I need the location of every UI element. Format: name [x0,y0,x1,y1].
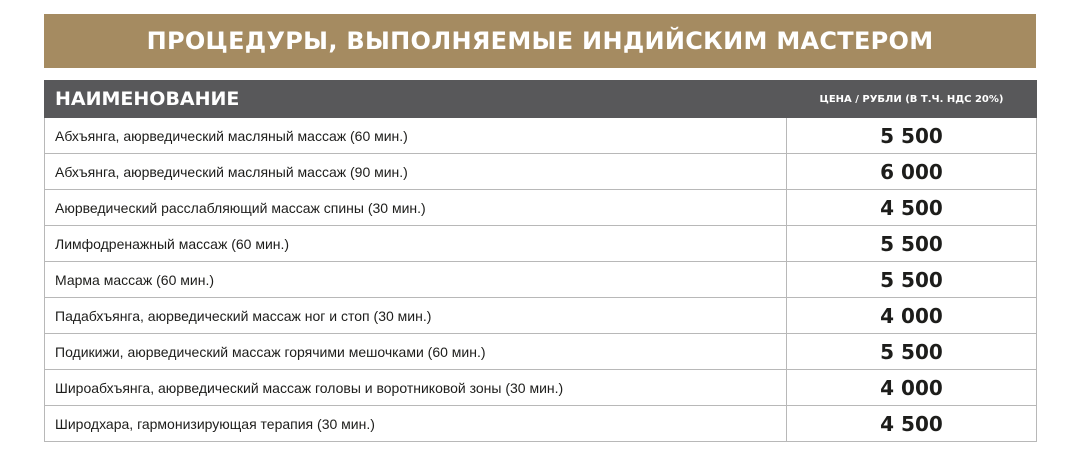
column-header-price: ЦЕНА / РУБЛИ (В Т.Ч. НДС 20%) [787,81,1037,118]
procedure-name: Марма массаж (60 мин.) [45,262,787,298]
table-row [45,334,1037,370]
table-row [45,406,1037,442]
table-header-row [45,81,1037,118]
procedure-name: Абхъянга, аюрведический масляный массаж (90 мин.) [45,154,787,190]
procedure-price: 5 500 [787,262,1037,298]
procedure-name: Аюрведический расслабляющий массаж спины (30 мин.) [45,190,787,226]
procedure-name: Широдхара, гармонизирующая терапия (30 мин.) [45,406,787,442]
table-row [45,154,1037,190]
page-title: ПРОЦЕДУРЫ, ВЫПОЛНЯЕМЫЕ ИНДИЙСКИМ МАСТЕРОМ [146,27,934,55]
procedure-name: Лимфодренажный массаж (60 мин.) [45,226,787,262]
procedure-name: Абхъянга, аюрведический масляный массаж (60 мин.) [45,118,787,154]
table-row [45,298,1037,334]
procedure-price: 4 500 [787,406,1037,442]
price-table [44,80,1037,442]
title-banner [44,14,1036,68]
procedure-price: 5 500 [787,226,1037,262]
table-row [45,118,1037,154]
procedure-name: Широабхъянга, аюрведический массаж головы и воротниковой зоны (30 мин.) [45,370,787,406]
procedure-price: 4 000 [787,298,1037,334]
column-header-name: НАИМЕНОВАНИЕ [45,81,787,118]
procedure-name: Падабхъянга, аюрведический массаж ног и стоп (30 мин.) [45,298,787,334]
procedure-price: 6 000 [787,154,1037,190]
procedure-name: Подикижи, аюрведический массаж горячими мешочками (60 мин.) [45,334,787,370]
table-row [45,370,1037,406]
procedure-price: 4 000 [787,370,1037,406]
table-row [45,226,1037,262]
table-row [45,190,1037,226]
procedure-price: 4 500 [787,190,1037,226]
table-row [45,262,1037,298]
procedure-price: 5 500 [787,118,1037,154]
procedure-price: 5 500 [787,334,1037,370]
